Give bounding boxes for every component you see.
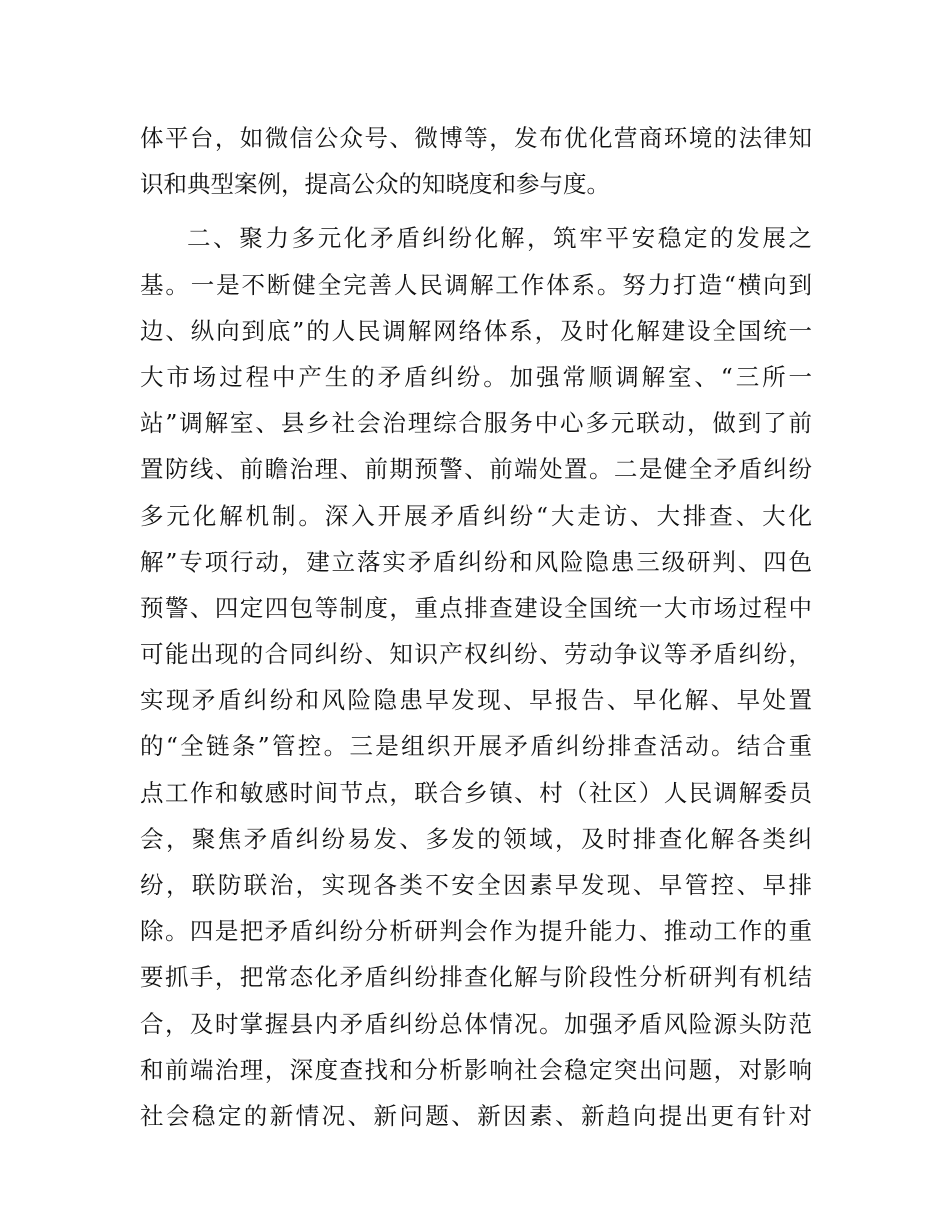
text-line: 实现矛盾纠纷和风险隐患早发现、早报告、早化解、早处置	[140, 686, 812, 715]
text-line: 预警、四定四包等制度，重点排查建设全国统一大市场过程中	[140, 593, 812, 622]
text-line: 置防线、前瞻治理、前期预警、前端处置。二是健全矛盾纠纷	[140, 455, 812, 484]
text-line: 基。一是不断健全完善人民调解工作体系。努力打造“横向到	[140, 270, 812, 299]
text-line: 和前端治理，深度查找和分析影响社会稳定突出问题，对影响	[140, 1055, 812, 1084]
text-line: 除。四是把矛盾纠纷分析研判会作为提升能力、推动工作的重	[140, 917, 812, 946]
text-line: 可能出现的合同纠纷、知识产权纠纷、劳动争议等矛盾纠纷，	[140, 640, 812, 669]
text-line: 解”专项行动，建立落实矛盾纠纷和风险隐患三级研判、四色	[140, 547, 812, 576]
text-line: 社会稳定的新情况、新问题、新因素、新趋向提出更有针对	[140, 1101, 812, 1130]
paragraph-1	[140, 115, 812, 207]
text-line: 边、纵向到底”的人民调解网络体系，及时化解建设全国统一	[140, 316, 812, 345]
text-line: 大市场过程中产生的矛盾纠纷。加强常顺调解室、“三所一	[140, 362, 812, 391]
text-line: 会，聚焦矛盾纠纷易发、多发的领域，及时排查化解各类纠	[140, 824, 812, 853]
document-body	[140, 115, 812, 1139]
text-line: 体平台，如微信公众号、微博等，发布优化营商环境的法律知	[140, 124, 812, 152]
paragraph-2	[140, 215, 812, 1139]
text-line: 二、聚力多元化矛盾纠纷化解，筑牢平安稳定的发展之	[187, 224, 812, 253]
text-line: 识和典型案例，提高公众的知晓度和参与度。	[140, 170, 610, 199]
text-line: 要抓手，把常态化矛盾纠纷排查化解与阶段性分析研判有机结	[140, 963, 812, 992]
text-line: 站”调解室、县乡社会治理综合服务中心多元联动，做到了前	[140, 409, 812, 438]
text-line: 多元化解机制。深入开展矛盾纠纷“大走访、大排查、大化	[140, 501, 812, 530]
text-line: 纷，联防联治，实现各类不安全因素早发现、早管控、早排	[140, 871, 812, 899]
text-line: 点工作和敏感时间节点，联合乡镇、村（社区）人民调解委员	[140, 778, 812, 807]
paragraph-spacer	[140, 207, 812, 215]
text-line: 的“全链条”管控。三是组织开展矛盾纠纷排查活动。结合重	[140, 732, 812, 761]
text-line: 合，及时掌握县内矛盾纠纷总体情况。加强矛盾风险源头防范	[140, 1009, 812, 1038]
